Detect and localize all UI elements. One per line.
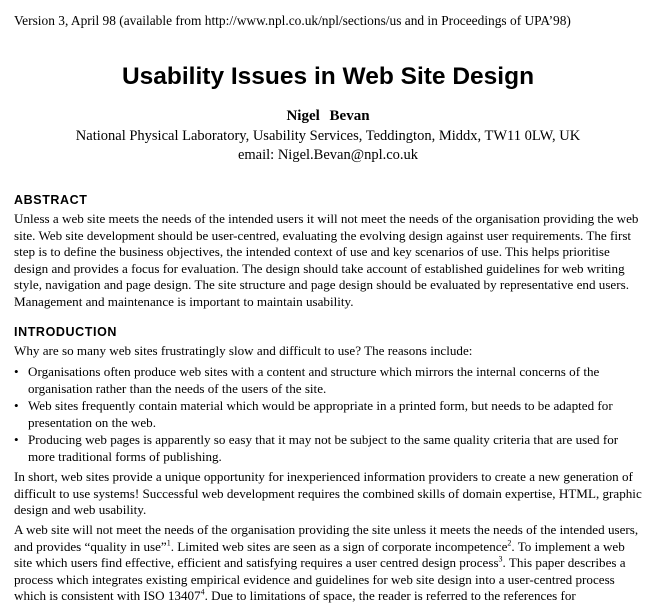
version-line: Version 3, April 98 (available from http://www.npl.co.uk/npl/sections/us and in Proceedings of UPA’98): [14, 13, 571, 28]
list-item: [14, 364, 644, 397]
author-email: email: Nigel.Bevan@npl.co.uk: [237, 147, 419, 163]
paper-title: Usability Issues in Web Site Design: [121, 63, 535, 90]
citation-marker: 1: [166, 538, 171, 548]
introduction-heading: INTRODUCTION: [14, 325, 118, 339]
paragraph-text: . To implement a web site which users find effective, efficient and satisfying requires a user centred design process: [14, 538, 625, 570]
citation-marker: 4: [200, 587, 205, 597]
list-item: [14, 398, 644, 431]
citation-marker: 2: [507, 538, 512, 548]
paragraph-text: A web site will not meet the needs of the organisation providing the site unless it meets the needs of the intended users, and provides “quality in use”: [14, 522, 639, 554]
abstract-text: Unless a web site meets the needs of the intended users it will not meet the needs of the organisation providing the web site. Web site development should be user-centred, evaluating the evolving design against user requirements. The first step is to define the business objectives, the intended context of use and key scenarios of use. This helps prioritise design and provides a focus for evaluation. The design should take account of established guidelines for web writing style, navigation and page design. The site structure and page design should be evaluated by representative end users. Management and maintenance is important to maintain usability.: [14, 211, 639, 309]
paragraph-text: . This paper describes a process which integrates existing empirical evidence and guidelines for web site design into a user-centred process which is consistent with ISO 13407: [14, 555, 626, 603]
citation-marker: 3: [498, 554, 503, 564]
list-item-text: Producing web pages is apparently so easy that it may not be subject to the same quality criteria that are used for more traditional forms of publishing.: [28, 432, 619, 464]
introduction-paragraph: [14, 522, 644, 605]
bullet-icon: •: [14, 364, 19, 379]
reasons-list: [14, 364, 644, 466]
author-name: Nigel Bevan: [286, 108, 370, 124]
introduction-summary: In short, web sites provide a unique opportunity for inexperienced information providers to create a new generation of difficult to use systems! Successful web development requires the combined skills of domain expertise, HTML, graphic design and web usability.: [14, 469, 642, 517]
introduction-lead: Why are so many web sites frustratingly slow and difficult to use? The reasons include:: [14, 343, 473, 358]
list-item-text: Organisations often produce web sites with a content and structure which mirrors the internal concerns of the organisation rather than the needs of the users of the site.: [28, 364, 600, 396]
list-item-text: Web sites frequently contain material which would be appropriate in a printed form, but needs to be adapted for presentation on the web.: [28, 398, 613, 430]
bullet-icon: •: [14, 398, 19, 413]
paragraph-text: . Due to limitations of space, the reader is referred to the references for: [204, 588, 576, 603]
paragraph-text: . Limited web sites are seen as a sign of corporate incompetence: [170, 538, 508, 554]
list-item: [14, 432, 644, 465]
abstract-heading: ABSTRACT: [14, 193, 88, 207]
author-affiliation: National Physical Laboratory, Usability Services, Teddington, Middx, TW11 0LW, UK: [75, 128, 581, 144]
bullet-icon: •: [14, 432, 19, 447]
